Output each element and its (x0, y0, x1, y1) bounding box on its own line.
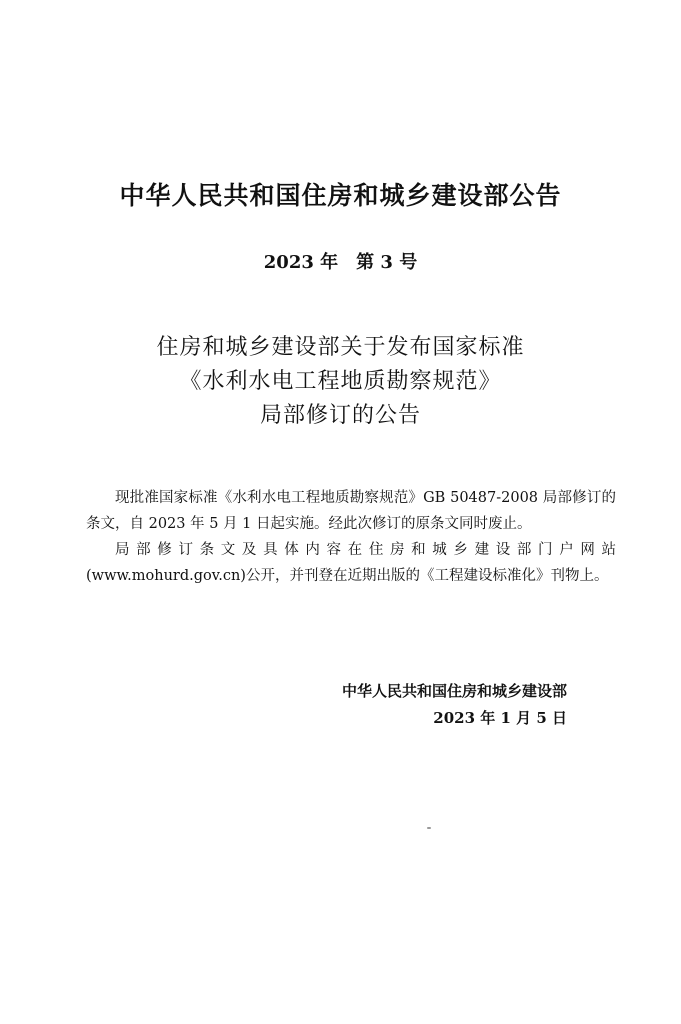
issue-date: 2023 年 1 月 5 日 (433, 709, 567, 727)
notice-title (100, 331, 581, 433)
notice-title-line-2: 《水利水电工程地质勘察规范》 (179, 369, 502, 394)
signature-block (342, 678, 567, 732)
paragraph-implementation: 现批准国家标准《水利水电工程地质勘察规范》GB 50487-2008 局部修订的条文，自 2023 年 5 月 1 日起实施。经此次修订的原条文同时废止。 (86, 490, 616, 532)
document-number: 2023 年 第 3 号 (263, 252, 418, 273)
paragraph-publication: 局部修订条文及具体内容在住房和城乡建设部门户网站(www.mohurd.gov.cn)公开，并刊登在近期出版的《工程建设标准化》刊物上。 (86, 542, 616, 584)
scan-dot-mark (427, 827, 431, 829)
notice-title-line-1: 住房和城乡建设部关于发布国家标准 (156, 335, 525, 360)
agency-title: 中华人民共和国住房和城乡建设部公告 (119, 181, 562, 210)
issuing-organization: 中华人民共和国住房和城乡建设部 (341, 682, 567, 700)
notice-body (86, 485, 616, 589)
notice-title-line-3: 局部修订的公告 (259, 403, 421, 428)
